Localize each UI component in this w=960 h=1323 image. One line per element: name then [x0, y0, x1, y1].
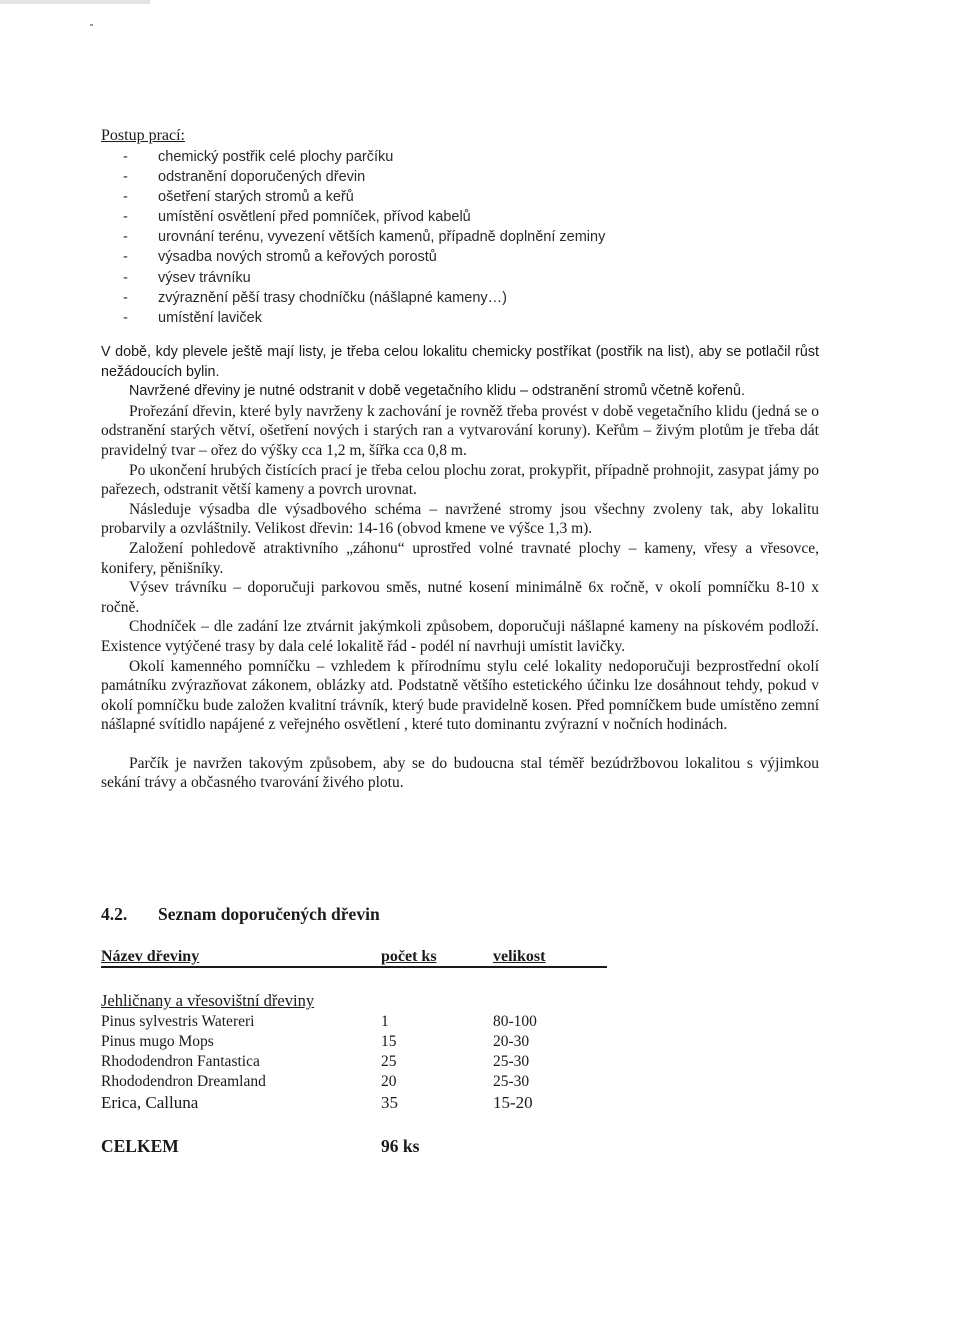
- list-item: - umístění osvětlení před pomníček, přívod kabelů: [123, 209, 471, 226]
- procedure-heading: Postup prací:: [101, 127, 185, 144]
- list-item: - výsadba nových stromů a keřových porostů: [123, 249, 437, 266]
- paragraph-monument: Okolí kamenného pomníčku – vzhledem k přírodnímu stylu celé lokality nedoporučuji bezprostřední okolí památníku zvýrazňovat zákonem, oblázky atd. Podstatně většího estetického účinku lze dosáhnout tehdy, pokud v okolí pomníčku bude založen kvalitní trávník, který bude pravidelně kosen. Před pomníčkem bude umístěno zemní nášlapné svítidlo napájené z veřejného osvětlení , které tuto dominantu zvýrazní v nočních hodinách.: [101, 657, 819, 734]
- table-row: [101, 1073, 621, 1093]
- paragraph-lawn: Výsev trávníku – doporučuji parkovou směs, nutné kosení minimálně 6x ročně, v okolí pomníčku 8-10 x ročně.: [101, 579, 819, 616]
- paragraph-summary: Parčík je navržen takovým způsobem, aby se do budoucna stal téměř bezúdržbovou lokalitou s výjimkou sekání trávy a občasného tvarování živého plotu.: [101, 754, 819, 792]
- plant-count: 20: [381, 1073, 397, 1090]
- body-text: [101, 343, 819, 793]
- scan-edge-mark: [0, 0, 150, 4]
- list-item: - urovnání terénu, vyvezení větších kamenů, případně doplnění zeminy: [123, 229, 606, 246]
- paragraph-flowerbed: Založení pohledově atraktivního „záhonu“ uprostřed volné travnaté plochy – kameny, vřesy a vřesovce, konifery, pěnišníky.: [101, 539, 819, 577]
- section-title: [101, 904, 380, 925]
- table-header-name: Název dřeviny: [101, 948, 200, 965]
- plant-count: 35: [381, 1093, 398, 1112]
- plant-size: 15-20: [493, 1093, 533, 1112]
- plant-name: Erica, Calluna: [101, 1093, 199, 1112]
- total-value: 96 ks: [381, 1136, 420, 1156]
- section-name: Seznam doporučených dřevin: [158, 904, 380, 924]
- plant-size: 80-100: [493, 1013, 537, 1030]
- procedure-list: [101, 147, 605, 328]
- list-item: - chemický postřik celé plochy parčíku: [123, 149, 394, 165]
- list-item: - zvýraznění pěší trasy chodníčku (nášlapné kameny…): [123, 289, 507, 306]
- plant-name: Pinus sylvestris Watereri: [101, 1013, 255, 1030]
- plant-size: 25-30: [493, 1073, 530, 1090]
- list-item: - odstranění doporučených dřevin: [123, 169, 366, 186]
- list-item: - výsev trávníku: [123, 269, 251, 286]
- table-category: Jehličnany a vřesovištní dřeviny: [101, 991, 315, 1010]
- paragraph-removal: Navržené dřeviny je nutné odstranit v době vegetačního klidu – odstranění stromů včetně kořenů.: [129, 383, 745, 400]
- total-label: CELKEM: [101, 1136, 179, 1156]
- list-item: - ošetření starých stromů a keřů: [123, 189, 354, 206]
- scan-speck: [90, 24, 93, 26]
- paragraph-spraying: V době, kdy plevele ještě mají listy, je třeba celou lokalitu chemicky postříkat (postřik na list), aby se potlačil růst nežádoucích bylin.: [101, 344, 819, 380]
- section-number: 4.2.: [101, 904, 128, 924]
- plant-name: Rhododendron Dreamland: [101, 1073, 266, 1090]
- paragraph-planting: Následuje výsadba dle výsadbového schéma – navržené stromy jsou všechny zvoleny tak, aby lokalitu probarvily a ozvláštnily. Velikost dřevin: 14-16 (obvod kmene ve výšce 1,3 m).: [101, 500, 819, 538]
- paragraph-path: Chodníček – dle zadání lze ztvárnit jakýmkoli způsobem, doporučuji nášlapné kameny na pískovém podloží. Existence vytýčené trasy by dala celé lokalitě řád - podél ní navrhuji umístit lavičky.: [101, 618, 819, 655]
- plant-count: 1: [381, 1013, 389, 1030]
- list-item: - umístění laviček: [123, 309, 262, 326]
- plant-size: 25-30: [493, 1053, 530, 1070]
- table-row: [101, 1033, 621, 1053]
- plant-name: Rhododendron Fantastica: [101, 1053, 260, 1070]
- table-row: [101, 1013, 621, 1033]
- paragraph-pruning: Prořezání dřevin, které byly navrženy k zachování je rovněž třeba provést v době vegetačního klidu (jedná se o odstranění starých větví, ošetření nových i starých ran a vytvarování koruny). Keřům – živým plotům je třeba dát pravidelný tvar – ořez do výšky cca 1,2 m, šířka cca 0,8 m.: [101, 402, 819, 459]
- plant-name: Pinus mugo Mops: [101, 1033, 214, 1050]
- paragraph-ploughing: Po ukončení hrubých čistících prací je třeba celou plochu zorat, prokypřit, případně prohnojit, zasypat jámy po pařezech, odstranit větší kameny a povrch urovnat.: [101, 461, 819, 499]
- table-header-count: počet ks: [381, 948, 437, 965]
- table-row: [101, 1093, 621, 1113]
- plant-count: 25: [381, 1053, 397, 1070]
- plant-size: 20-30: [493, 1033, 530, 1050]
- plant-count: 15: [381, 1033, 397, 1050]
- table-header-underline: [101, 966, 607, 968]
- table-header-size: velikost: [493, 948, 546, 965]
- table-row: [101, 1053, 621, 1073]
